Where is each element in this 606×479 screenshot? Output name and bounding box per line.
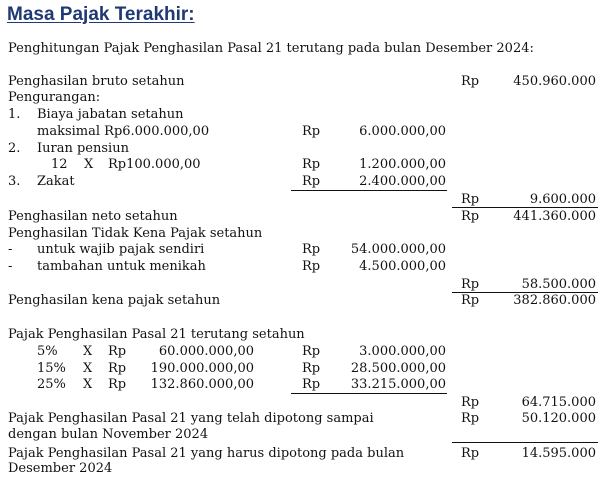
ptkp-1-dash: -: [8, 242, 13, 257]
intro-text: Penghitungan Pajak Penghasilan Pasal 21 terutang pada bulan Desember 2024:: [8, 41, 534, 56]
page-title: Masa Pajak Terakhir:: [7, 4, 195, 25]
tax-row-1-amount: 3.000.000,00: [359, 344, 446, 359]
ptkp-1-currency: Rp: [302, 242, 321, 257]
ptkp-1-label: untuk wajib pajak sendiri: [37, 242, 205, 257]
tax-row-3-multiply: X: [83, 377, 93, 392]
deduction-1-amount: 6.000.000,00: [359, 124, 446, 139]
tax-row-2-currency: Rp: [302, 361, 321, 376]
ptkp-total-currency: Rp: [461, 277, 480, 292]
tax-total-amount: 64.715.000: [521, 395, 596, 410]
tax-row-3-base: 132.860.000,00: [150, 377, 254, 392]
tax-row-1-currency: Rp: [302, 344, 321, 359]
ptkp-2-currency: Rp: [302, 259, 321, 274]
due-label-line2: Desember 2024: [8, 461, 113, 476]
tax-row-3-currency: Rp: [302, 377, 321, 392]
tax-rows-divider: [291, 393, 447, 394]
deductions-divider: [291, 190, 447, 191]
gross-income-amount: 450.960.000: [513, 74, 596, 89]
ptkp-2-dash: -: [8, 259, 13, 274]
due-currency: Rp: [461, 446, 480, 461]
net-divider: [452, 207, 598, 208]
gross-income-label: Penghasilan bruto setahun: [8, 74, 185, 89]
tax-row-3-amount: 33.215.000,00: [350, 377, 446, 392]
deduction-3-number: 3.: [8, 174, 21, 189]
deduction-2-quantity: 12: [51, 157, 68, 172]
deduction-3-amount: 2.400.000,00: [359, 174, 446, 189]
tax-row-2-rate: 15%: [37, 361, 66, 376]
tax-row-2-base-currency: Rp: [108, 361, 127, 376]
gross-income-currency: Rp: [461, 74, 480, 89]
tax-row-3-rate: 25%: [37, 377, 66, 392]
tax-row-3-base-currency: Rp: [108, 377, 127, 392]
taxable-income-label: Penghasilan kena pajak setahun: [8, 293, 221, 308]
tax-row-2-amount: 28.500.000,00: [350, 361, 446, 376]
withheld-label-line2: dengan bulan November 2024: [8, 427, 209, 442]
deductions-total-currency: Rp: [461, 192, 480, 207]
deduction-1-number: 1.: [8, 107, 21, 122]
deduction-3-label: Zakat: [37, 174, 75, 189]
taxable-income-amount: 382.860.000: [513, 293, 596, 308]
deduction-2-unit: Rp100.000,00: [108, 157, 201, 172]
ptkp-1-amount: 54.000.000,00: [350, 242, 446, 257]
taxable-income-currency: Rp: [461, 293, 480, 308]
tax-row-1-base-currency: Rp: [108, 344, 127, 359]
tax-total-currency: Rp: [461, 395, 480, 410]
withheld-currency: Rp: [461, 411, 480, 426]
ptkp-2-label: tambahan untuk menikah: [37, 259, 206, 274]
due-amount: 14.595.000: [521, 446, 596, 461]
net-income-amount: 441.360.000: [513, 209, 596, 224]
deductions-heading: Pengurangan:: [8, 90, 101, 105]
withheld-label-line1: Pajak Penghasilan Pasal 21 yang telah dipotong sampai: [8, 411, 374, 426]
deduction-2-label: Iuran pensiun: [37, 141, 129, 156]
net-income-currency: Rp: [461, 209, 480, 224]
deduction-1-label: Biaya jabatan setahun: [37, 107, 184, 122]
ptkp-heading: Penghasilan Tidak Kena Pajak setahun: [8, 226, 263, 241]
tax-heading: Pajak Penghasilan Pasal 21 terutang setahun: [8, 327, 305, 342]
deduction-1-limit: maksimal Rp6.000.000,00: [37, 124, 210, 139]
tax-row-1-base: 60.000.000,00: [158, 344, 254, 359]
tax-row-1-rate: 5%: [37, 344, 58, 359]
net-income-label: Penghasilan neto setahun: [8, 209, 178, 224]
tax-row-1-multiply: X: [83, 344, 93, 359]
deduction-2-multiply: X: [84, 157, 94, 172]
ptkp-2-amount: 4.500.000,00: [359, 259, 446, 274]
due-divider: [452, 442, 598, 443]
withheld-amount: 50.120.000: [521, 411, 596, 426]
deduction-2-number: 2.: [8, 141, 21, 156]
tax-row-2-base: 190.000.000,00: [150, 361, 254, 376]
deduction-2-amount: 1.200.000,00: [359, 157, 446, 172]
deductions-total-amount: 9.600.000: [529, 192, 596, 207]
ptkp-total-amount: 58.500.000: [521, 277, 596, 292]
deduction-2-currency: Rp: [302, 157, 321, 172]
deduction-3-currency: Rp: [302, 174, 321, 189]
tax-row-2-multiply: X: [83, 361, 93, 376]
due-label-line1: Pajak Penghasilan Pasal 21 yang harus dipotong pada bulan: [8, 446, 405, 461]
deduction-1-currency: Rp: [302, 124, 321, 139]
